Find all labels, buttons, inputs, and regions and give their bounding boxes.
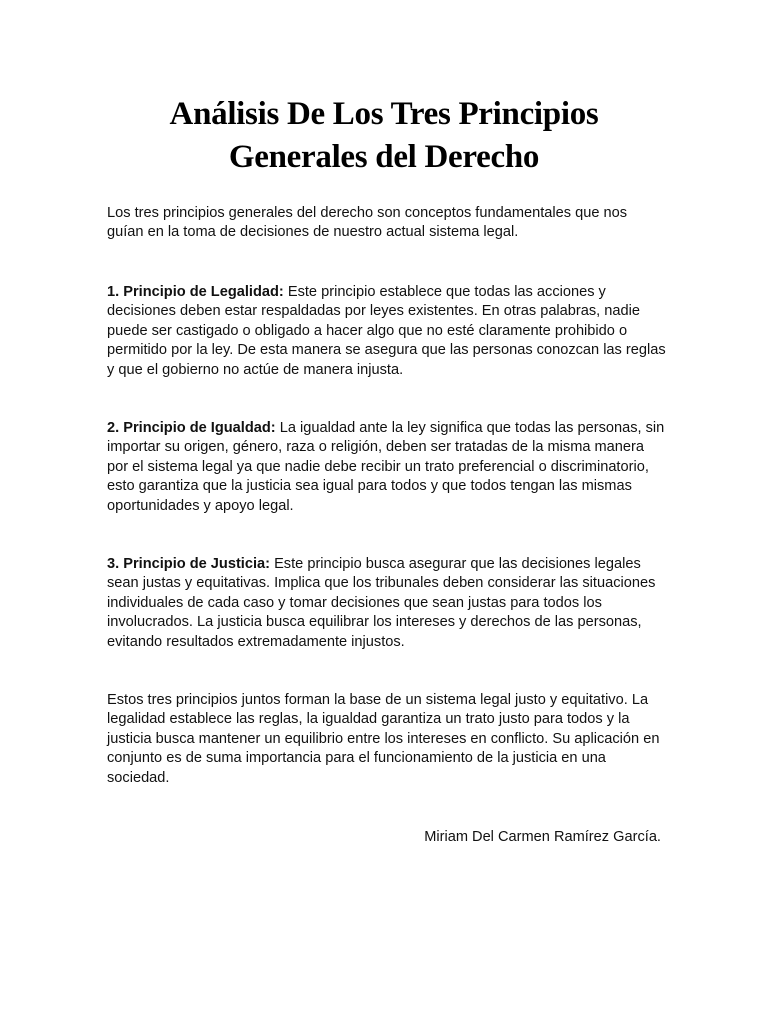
intro-paragraph: Los tres principios generales del derecho son conceptos fundamentales que nos guían en la toma de decisiones de nuestro actual sistema legal. [107,205,628,241]
principle-justicia [107,555,667,652]
principle-justicia-heading: 3. Principio de Justicia: [107,556,271,572]
document-title [60,93,708,179]
title-line-2: Generales del Derecho [228,139,540,175]
principle-igualdad-heading: 2. Principio de Igualdad: [107,420,276,436]
principle-legalidad-heading: 1. Principio de Legalidad: [107,284,284,300]
principle-igualdad [107,419,667,516]
title-line-1: Análisis De Los Tres Principios [169,96,599,132]
principle-igualdad-text: La igualdad ante la ley significa que todas las personas, sin importar su origen, género, raza o religión, deben ser tratadas de la misma manera por el sistema legal ya que nadie debe recibir un trato preferencial o discriminatorio, esto garantiza que la justicia sea igual para todos y que todos tengan las mismas oportunidades y apoyo legal. [107,420,665,514]
principle-legalidad [107,283,667,380]
principle-justicia-text: Este principio busca asegurar que las decisiones legales sean justas y equitativas. Implica que los tribunales deben considerar las situaciones individuales de cada caso y tomar decisiones que sean justas para todos los involucrados. La justicia busca equilibrar los intereses y derechos de las personas, evitando resultados extremadamente injustos. [107,556,656,650]
principle-legalidad-text: Este principio establece que todas las acciones y decisiones deben estar respaldadas por leyes existentes. En otras palabras, nadie puede ser castigado o obligado a hacer algo que no esté claramente prohibido o permitido por la ley. De esta manera se asegura que las personas conozcan las reglas y que el gobierno no actúe de manera injusta. [107,284,666,378]
author-signature: Miriam Del Carmen Ramírez García. [424,829,661,845]
conclusion-paragraph: Estos tres principios juntos forman la base de un sistema legal justo y equitativo. La legalidad establece las reglas, la igualdad garantiza un trato justo para todos y la justicia busca mantener un equilibrio entre los intereses en conflicto. Su aplicación en conjunto es de suma importancia para el funcionamiento de la justicia en una sociedad. [107,692,660,786]
